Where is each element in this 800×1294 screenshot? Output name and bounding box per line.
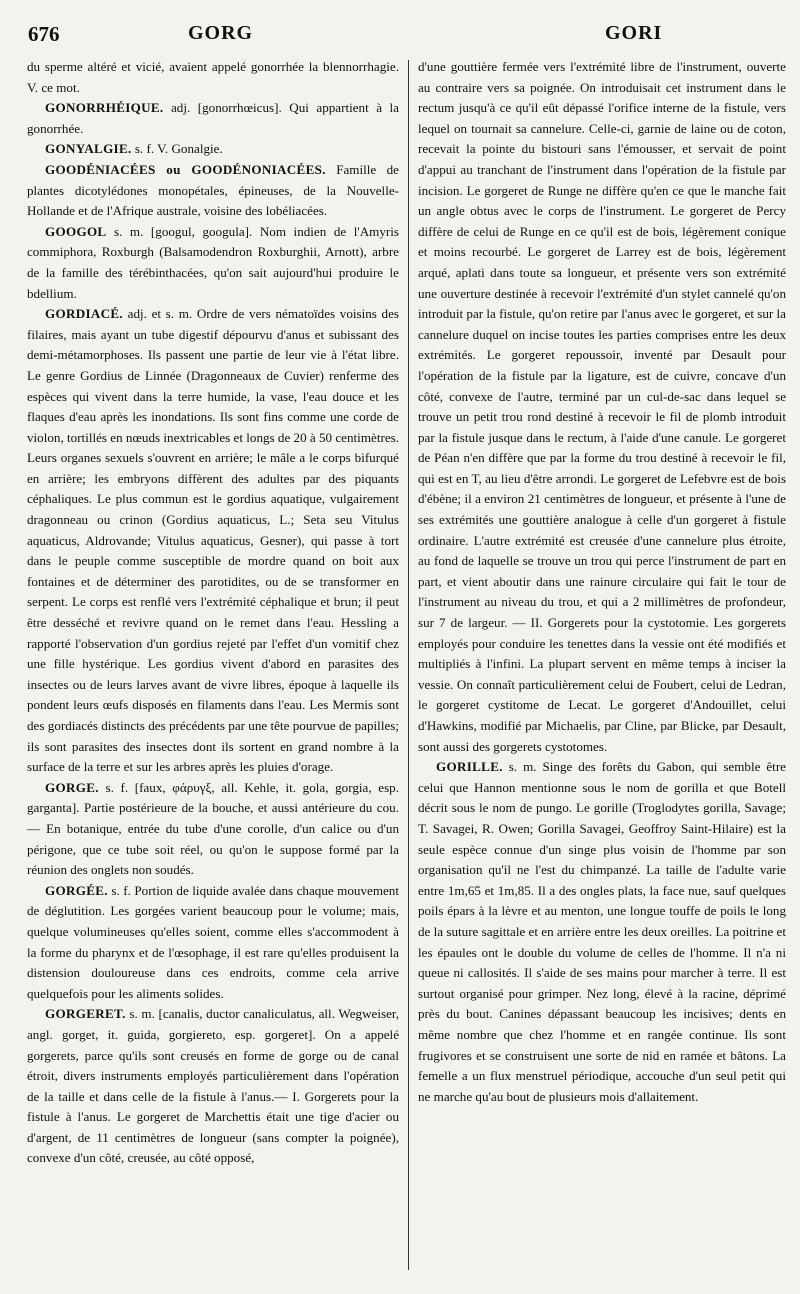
entry-text: s. f. Portion de liquide avalée dans chaque mouvement de déglutition. Les gorgées varient beaucoup pour le volume; mais, quelque volumineuses qu'elles soient, comme elles s'accommodent à la forme du pharynx et de l'œsophage, il est rare qu'elles produisent la distension douloureuse dans ces endroits, comme cela arrive quelquefois pour les aliments solides. [27,882,399,1001]
headword: GORGÉE. [45,882,108,898]
entry-text: s. m. [canalis, ductor canaliculatus, all. Wegweiser, angl. gorget, it. guida, gorgiereto, esp. gorgeret]. On a appelé gorgerets, parce qu'ils sont creusés en forme de gorge ou de canal étroit, divers instruments employés particulièrement dans l'opération de la taille et dans celle de la fistule à l'anus.— I. Gorgerets pour la fistule à l'anus. Le gorgeret de Marchettis était une tige d'acier ou d'argent, de 11 centimètres de longueur (sans compter la poignée), convexe d'un côté, creusée, au côté opposé, [27,1006,399,1166]
entry-googol [27,222,399,304]
headword: GOODÉNIACÉES ou GOODÉNONIACÉES. [45,161,326,177]
entry-goodeniacees [27,160,399,222]
headword: GORDIACÉ. [45,306,123,322]
entry-text: d'une gouttière fermée vers l'extrémité libre de l'instrument, ouverte au contraire vers sa poignée. On introduisait cet instrument dans le rectum jusqu'à ce qu'il eût dépassé l'orifice interne de la fistule, vers lequel on tournait sa cannelure. Celle-ci, garnie de laine ou de coton, recevait la pointe du bistouri sans l'émousser, et servait de point d'appui au tranchant de l'instrument dans l'opération de la fistule par incision. Le gorgeret de Runge ne diffère qu'en ce que le manche fait un angle obtus avec le corps de l'instrument. Le gorgeret de Percy diffère de celui de Runge en ce qu'il est de bois, légèrement conique et moins recourbé. Le gorgeret de Larrey est de bois, légèrement arqué, aplati dans toute sa longueur, et présente vers son extrémité une ouverture destinée à recevoir l'extrémité d'un stylet cannelé qu'on introduit par la fistule, qu'on retire par l'anus avec le gorgeret, et sur la cannelure duquel on incise toutes les parties comprises entre les deux extrémités. Le gorgeret repoussoir, inventé par Desault pour l'opération de la fistule par la ligature, est de cuivre, concave d'un côté, convexe de l'autre, terminé par un cul-de-sac dans lequel se trouve un petit trou rond destiné à recevoir le fil de plomb introduit par la fistule jusque dans le rectum, à l'aide d'une canule. Le gorgeret de Péan n'en diffère que par la forme du trou destiné à recevoir le fil, qui est en T, au lieu d'être arrondi. Le gorgeret de Lefebvre est de bois d'ébène; il a environ 21 centimètres de longueur, et présente à l'une de ses extrémités une gouttière analogue à celle d'un gorgeret à fistule ordinaire. L'autre extrémité est creusée d'une cannelure plus étroite, au fond de laquelle se trouve un trou qui perce l'instrument de part en part, et vient aboutir dans une rainure circulaire qui fait le tour de l'instrument au niveau du trou, et qui a 2 millimètres de profondeur, sur 7 de largeur. — II. Gorgerets pour la cystotomie. Les gorgerets employés pour conduire les tenettes dans la vessie ont été modifiés et multipliés à l'infini. La plupart servent en même temps à inciser la vessie. On connaît particulièrement celui de Foubert, celui de Ledran, le gorgeret cystitome de Lecat. Le gorgeret d'Andouillet, celui d'Hawkins, modifié par Michaelis, par Cline, par Blicke, par Desault, sont aussi des gorgerets cystotomes. [418,59,786,754]
left-running-head: GORG [188,22,254,44]
headword: GONYALGIE. [45,141,132,157]
right-running-head: GORI [605,22,663,44]
entry-gorille [418,757,786,1107]
entry-gorgeret [27,1004,399,1169]
entry-text: du sperme altéré et vicié, avaient appelé gonorrhée la blennorrhagie. V. ce mot. [27,59,399,95]
page-number: 676 [28,22,60,46]
right-column [418,57,786,1107]
headword: GORGERET. [45,1006,126,1022]
entry-text: s. m. [googul, googula]. Nom indien de l'Amyris commiphora, Roxburgh (Balsamodendron Roxburghii, Arnott), arbre de la famille des térébinthacées, qu'on sait aujourd'hui produire le bdellium. [27,223,399,301]
entry-text: s. m. Singe des forêts du Gabon, qui semble être celui que Hannon mentionne sous le nom de gorilla et que Botell décrit sous le nom de pungo. Le gorille (Troglodytes gorilla, Savage; T. Savagei, R. Owen; Gorilla Savagei, Geoffroy Saint-Hilaire) est la seule espèce connue d'un singe plus voisin de l'homme par son organisation qu'il ne l'est du chimpanzé. La taille de l'adulte varie entre 1m,65 et 1m,85. Il a des ongles plats, la face nue, sauf quelques poils épars à la lèvre et au menton, une longue touffe de poils le long de la suture sagittale et en arrière entre les deux oreilles. La poitrine et les épaules ont le double du volume de celles de l'homme. Il n'a ni queue ni callosités. Il s'aide de ses mains pour marcher à terre. Il est surtout organisé pour grimper. Nez long, élevé à la racine, déprimé près du bout. Canines dépassant beaucoup les incisives; dents en même nombre que chez l'homme et en rangée continue. Ils sont frugivores et se construisent une sorte de nid en ramée et bâtons. La femelle a un flux menstruel périodique, accouche d'un seul petit qui ne marche qu'au bout de plusieurs mois d'allaitement. [418,759,786,1104]
left-column [27,57,399,1169]
entry-text: adj. et s. m. Ordre de vers nématoïdes voisins des filaires, mais ayant un tube digestif dépourvu d'anus et subissant des demi-métamorphoses. Ils passent une partie de leur vie à l'état libre. Le genre Gordius de Linnée (Dragonneaux de Cuvier) renferme des espèces qui vivent dans la terre humide, la vase, l'eau douce et les flaques d'eau après les inondations. Ils sont fins comme une corde de violon, tortillés en nœuds inextricables et longs de 20 à 50 centimètres. Leurs organes sexuels s'ouvrent en arrière; le mâle a le corps bifurqué en arrière; les embryons diffèrent des adultes par des piquants céphaliques. Le plus commun est le gordius aquatique, vulgairement dragonneau ou crinon (Gordius aquaticus, L.; Seta seu Vitulus aquaticus, Aldrovande; Vitulus aquaticus, Gesner), qui passe à tort dans le peuple comme susceptible de mordre quand on boit aux fontaines et de déterminer des parotidites, ou de se transformer en serpent. Le corps est renflé vers l'extrémité céphalique et brun; il peut être desséché et revivre quand on le remet dans l'eau. Hessling a rapporté l'observation d'un gordius rejeté par l'effet d'un vomitif chez une fille hystérique. Les gordius vivent d'abord en parasites des insectes ou de leurs larves avant de vivre libres, époque à laquelle ils pondent leurs œufs disposés en filaments dans l'eau. Les Mermis sont des gordiacés distincts des précédents par une tête pourvue de papilles; ils sont parasites des insectes dont ils sortent en grand nombre à la surface de la terre et sur les arbres après les pluies d'orage. [27,306,399,775]
page-header [28,22,778,52]
column-divider [408,60,409,1270]
entry-text: s. f. [faux, φάρυγξ, all. Kehle, it. gola, gorgia, esp. garganta]. Partie postérieure de la bouche, et aussi antérieure du cou. — En botanique, entrée du tube d'une corolle, d'un calice ou d'un périgone, que ce tube soit réel, ou qu'on le suppose formé par la réunion des onglets non soudés. [27,779,399,878]
headword: GORILLE. [436,759,503,775]
headword: GOOGOL [45,223,107,239]
headword: GORGE. [45,779,99,795]
entry-gorgeret-continuation [418,57,786,757]
entry-gordiace [27,304,399,778]
entry-gorge [27,778,399,881]
entry-text: s. f. V. Gonalgie. [131,141,223,157]
entry-gonyalgie [27,139,399,160]
entry-text: adj. [gonorrhœicus]. Qui appartient à la gonorrhée. [27,100,399,136]
entry-text: Famille de plantes dicotylédones monopétales, épineuses, de la Nouvelle-Hollande et de l'Afrique australe, voisine des lobéliacées. [27,161,399,219]
entry-gorgee [27,881,399,1005]
entry-continuation [27,57,399,98]
entry-gonorrheique [27,98,399,139]
headword: GONORRHÉIQUE. [45,100,164,116]
